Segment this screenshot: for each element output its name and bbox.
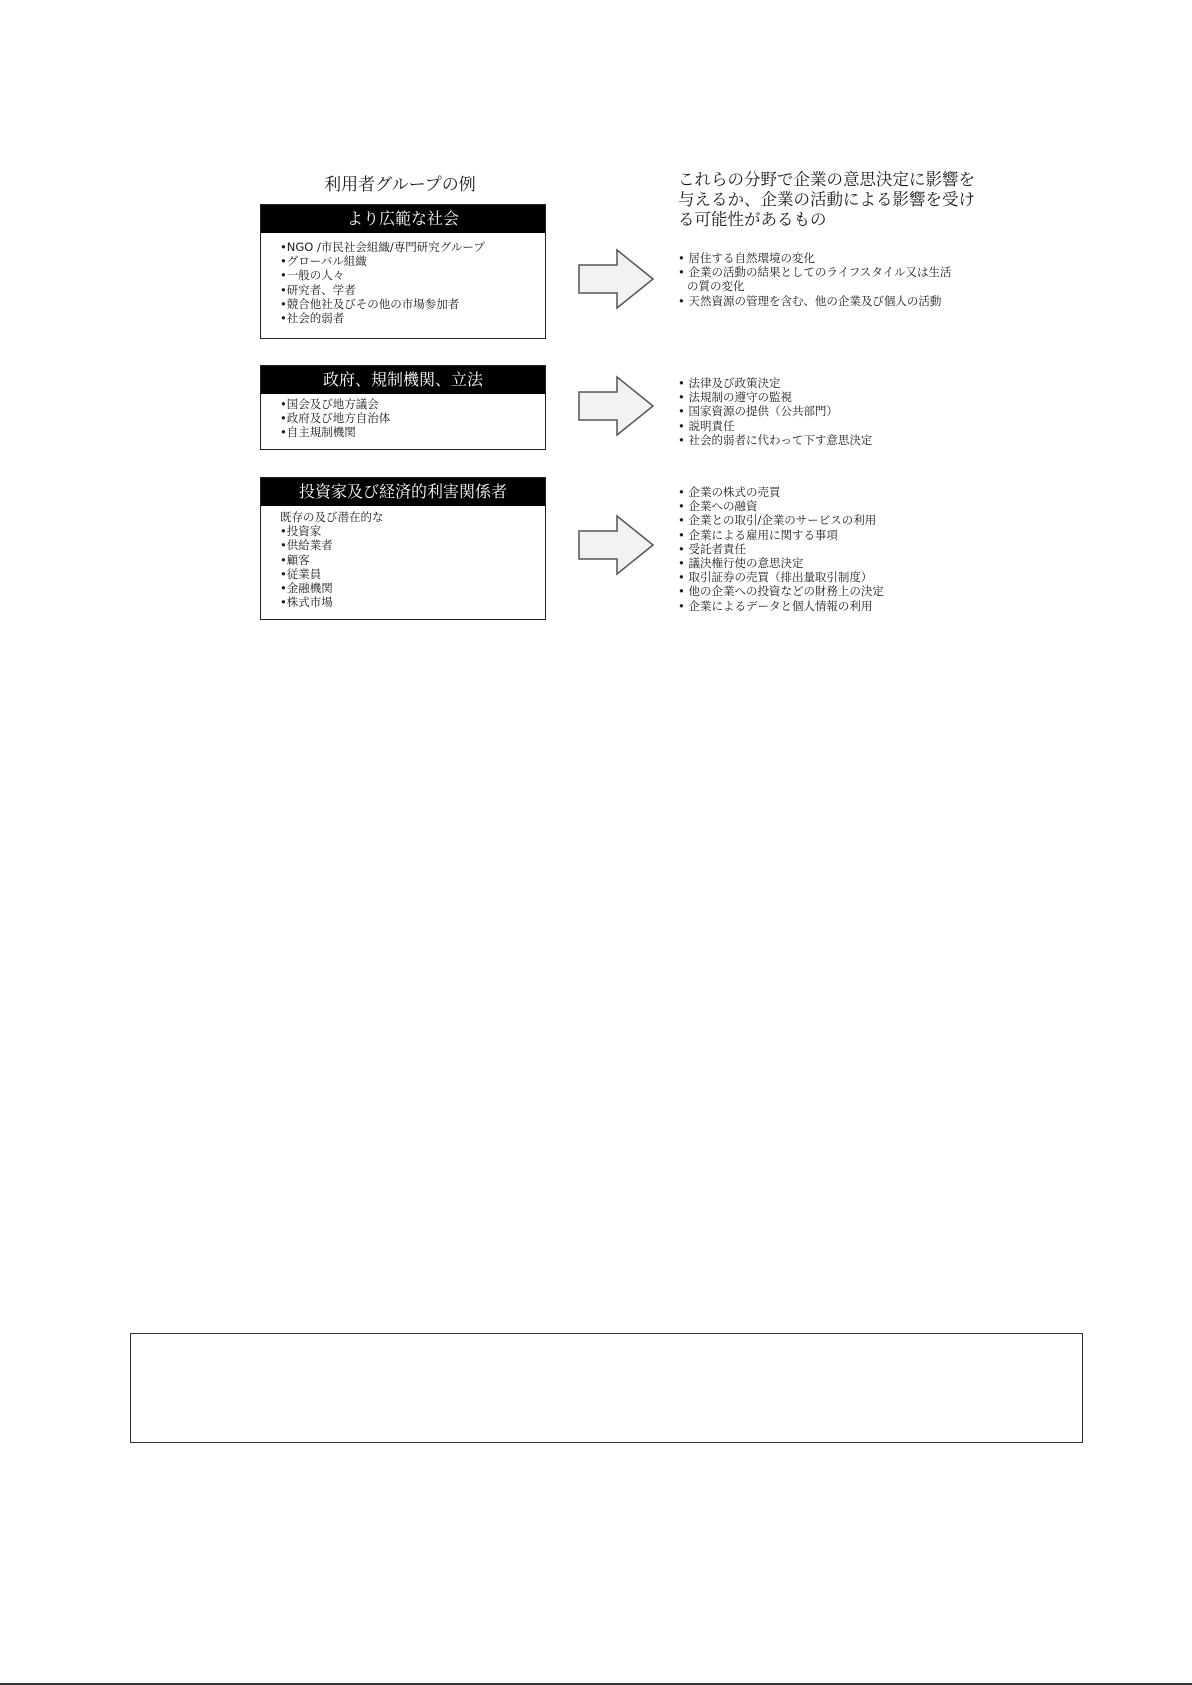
group-items bbox=[261, 394, 545, 440]
user-groups-header: 利用者グループの例 bbox=[324, 175, 476, 195]
group-items bbox=[261, 506, 545, 609]
list-item: •政府及び地方自治体 bbox=[280, 411, 391, 426]
arrow-right-icon bbox=[577, 514, 655, 576]
list-item: • 受託者責任 bbox=[678, 541, 746, 556]
list-item: •顧客 bbox=[280, 552, 310, 567]
list-item: • 国家資源の提供（公共部門） bbox=[678, 404, 838, 419]
list-item: • 天然資源の管理を含む、他の企業及び個人の活動 bbox=[678, 293, 942, 308]
list-item: 既存の及び潜在的な bbox=[280, 510, 384, 524]
effects-list-government bbox=[678, 376, 872, 447]
list-item: •投資家 bbox=[280, 524, 322, 539]
effects-list-wider-society bbox=[678, 251, 952, 308]
list-item: の質の変化 bbox=[687, 279, 745, 294]
list-item: •従業員 bbox=[280, 566, 322, 581]
list-item: • 企業による雇用に関する事項 bbox=[678, 527, 838, 542]
group-title: 投資家及び経済的利害関係者 bbox=[261, 478, 545, 506]
arrow-right-icon bbox=[577, 248, 655, 310]
list-item: • 企業への融資 bbox=[678, 499, 758, 514]
list-item: •NGO /市民社会組織/専門研究グループ bbox=[280, 240, 485, 254]
list-item: •一般の人々 bbox=[280, 268, 345, 283]
list-item: •研究者、学者 bbox=[280, 282, 356, 297]
list-item: •国会及び地方議会 bbox=[280, 397, 379, 411]
list-item: • 議決権行使の意思決定 bbox=[678, 556, 804, 571]
group-box-wider-society bbox=[260, 204, 546, 339]
effects-list-investors bbox=[678, 485, 884, 613]
list-item: •供給業者 bbox=[280, 538, 333, 553]
group-title: より広範な社会 bbox=[261, 205, 545, 233]
group-title: 政府、規制機関、立法 bbox=[261, 366, 545, 394]
list-item: • 社会的弱者に代わって下す意思決定 bbox=[678, 432, 873, 447]
list-item: •競合他社及びその他の市場参加者 bbox=[280, 296, 460, 311]
list-item: • 企業との取引/企業のサービスの利用 bbox=[678, 513, 877, 528]
list-item: •グローバル組織 bbox=[280, 254, 367, 269]
list-item: • 他の企業への投資などの財務上の決定 bbox=[678, 584, 884, 599]
group-box-investors bbox=[260, 477, 546, 620]
list-item: •株式市場 bbox=[280, 595, 333, 610]
list-item: •自主規制機関 bbox=[280, 425, 356, 440]
list-item: •社会的弱者 bbox=[280, 311, 345, 326]
list-item: • 居住する自然環境の変化 bbox=[678, 251, 815, 265]
list-item: • 法規制の遵守の監視 bbox=[678, 390, 792, 405]
list-item: • 企業によるデータと個人情報の利用 bbox=[678, 598, 873, 613]
group-items bbox=[261, 233, 545, 325]
list-item: • 説明責任 bbox=[678, 418, 735, 433]
arrow-right-icon bbox=[577, 375, 655, 437]
list-item: • 取引証券の売買（排出量取引制度） bbox=[678, 570, 873, 585]
list-item: •金融機関 bbox=[280, 581, 333, 596]
note-box bbox=[130, 1333, 1083, 1443]
list-item: • 企業の株式の売買 bbox=[678, 485, 781, 499]
list-item: • 企業の活動の結果としてのライフスタイル又は生活 bbox=[678, 265, 952, 280]
list-item: • 法律及び政策決定 bbox=[678, 376, 781, 390]
group-box-government bbox=[260, 365, 546, 450]
effects-header: これらの分野で企業の意思決定に影響を与えるか、企業の活動による影響を受ける可能性があるもの bbox=[678, 170, 975, 229]
